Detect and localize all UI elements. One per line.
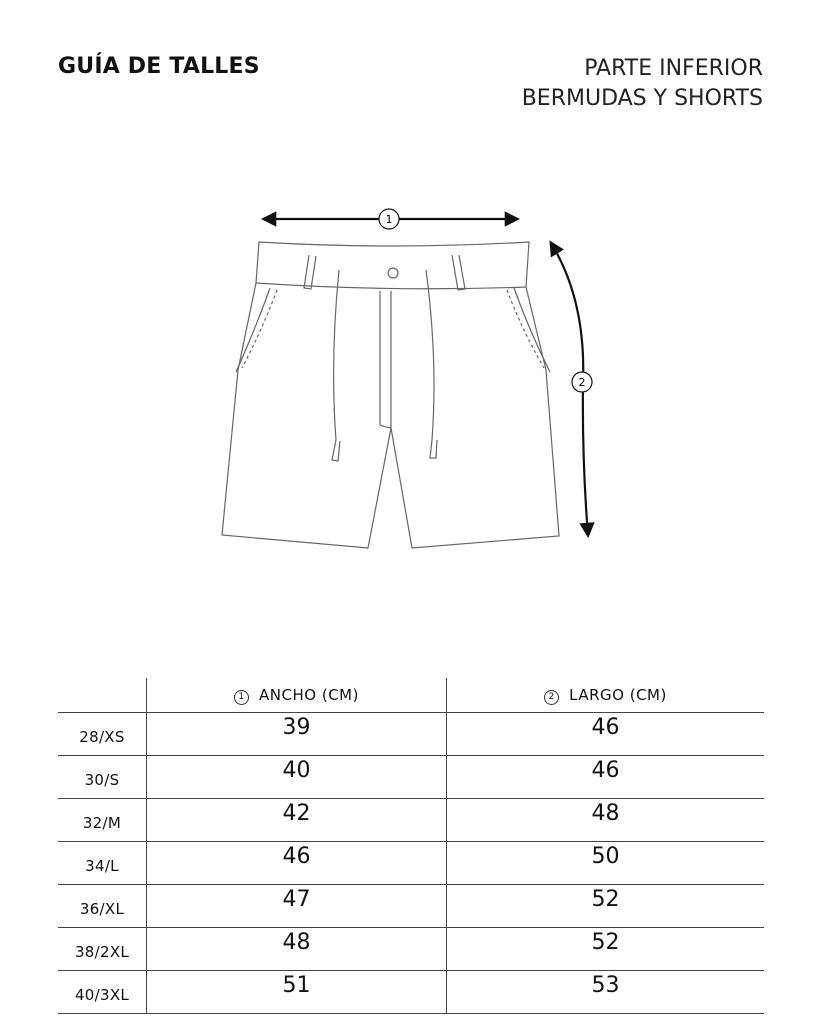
width-arrow [264, 209, 517, 229]
width-column-header [147, 678, 447, 713]
length-cell: 46 [447, 756, 765, 799]
width-marker-label: 1 [385, 213, 393, 226]
width-cell: 48 [147, 928, 447, 971]
page-title: GUÍA DE TALLES [58, 54, 260, 79]
table-row [58, 928, 764, 971]
length-cell: 52 [447, 928, 765, 971]
subtitle-product: BERMUDAS Y SHORTS [521, 86, 763, 111]
size-cell: 38/2XL [58, 928, 147, 971]
table-row [58, 971, 764, 1014]
length-marker-label: 2 [578, 376, 586, 389]
width-column-title: ANCHO (CM) [259, 685, 359, 704]
length-column-marker: 2 [544, 690, 559, 705]
width-cell: 40 [147, 756, 447, 799]
shorts-outline [222, 242, 559, 548]
length-column-title: LARGO (CM) [569, 685, 667, 704]
size-cell: 36/XL [58, 885, 147, 928]
length-cell: 53 [447, 971, 765, 1014]
subtitle-category: PARTE INFERIOR [584, 56, 763, 81]
size-column-header [58, 678, 147, 713]
size-table [58, 678, 764, 1014]
length-cell: 50 [447, 842, 765, 885]
length-arrow [551, 243, 592, 535]
width-cell: 47 [147, 885, 447, 928]
table-row [58, 842, 764, 885]
table-row [58, 713, 764, 756]
width-cell: 46 [147, 842, 447, 885]
table-row [58, 885, 764, 928]
table-row [58, 756, 764, 799]
table-row [58, 799, 764, 842]
length-cell: 52 [447, 885, 765, 928]
size-cell: 40/3XL [58, 971, 147, 1014]
length-column-header [447, 678, 765, 713]
table-header-row [58, 678, 764, 713]
width-column-marker: 1 [234, 690, 249, 705]
length-cell: 46 [447, 713, 765, 756]
length-cell: 48 [447, 799, 765, 842]
size-cell: 34/L [58, 842, 147, 885]
size-cell: 32/M [58, 799, 147, 842]
size-cell: 28/XS [58, 713, 147, 756]
width-cell: 51 [147, 971, 447, 1014]
width-cell: 42 [147, 799, 447, 842]
width-cell: 39 [147, 713, 447, 756]
size-cell: 30/S [58, 756, 147, 799]
